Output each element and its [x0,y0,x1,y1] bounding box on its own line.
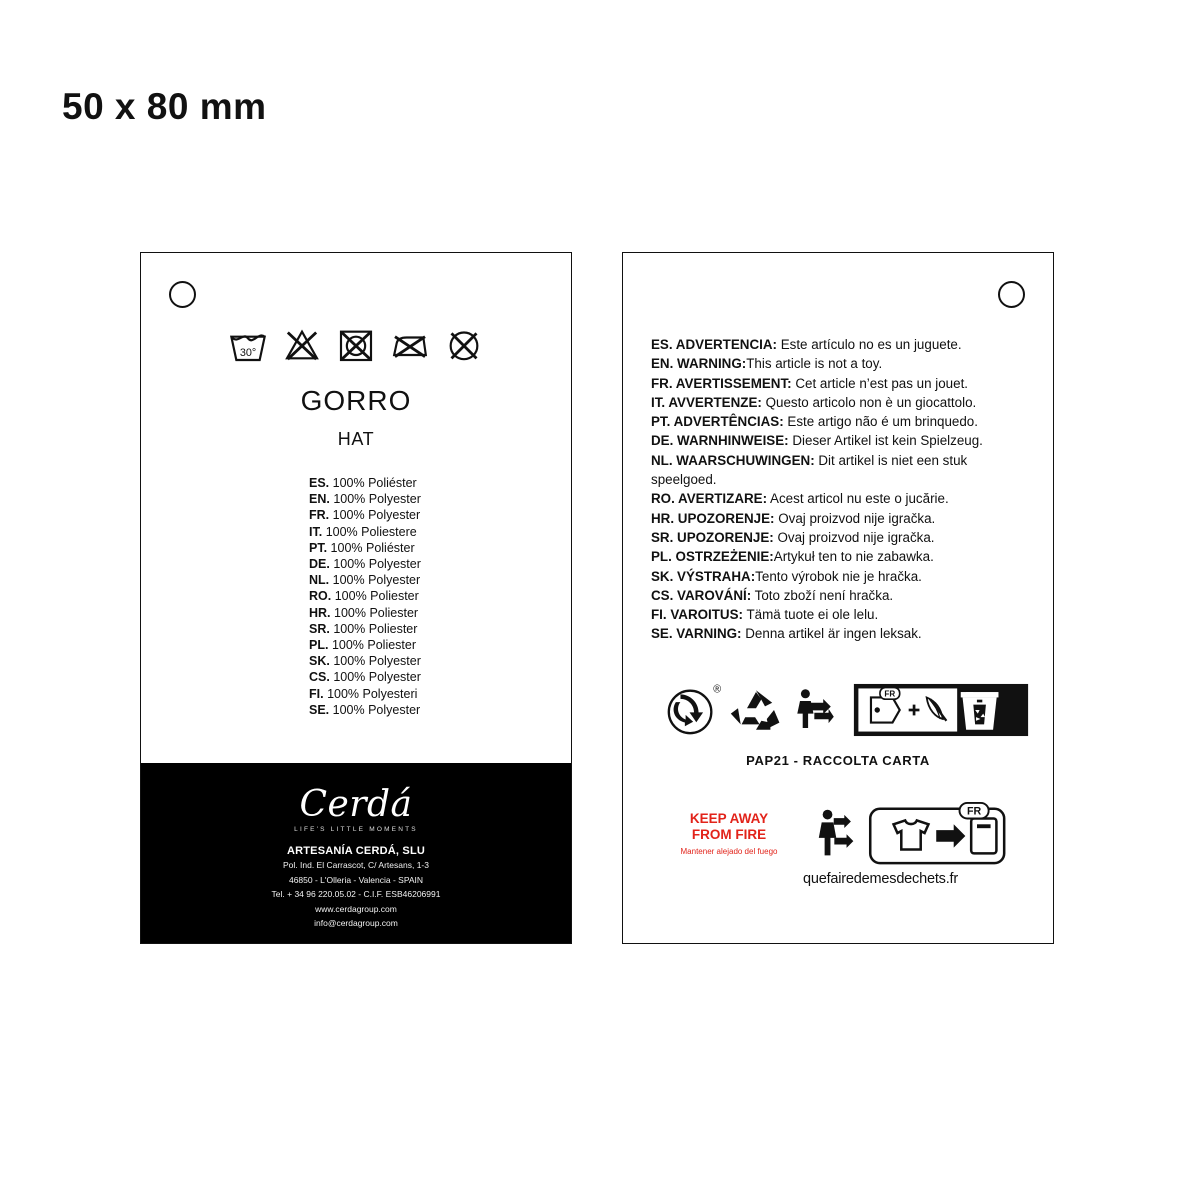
warning-text: This article is not a toy. [746,356,883,372]
warning-text: Toto zboží není hračka. [751,587,894,603]
recycling-icons-row [663,681,1029,739]
keep-away-from-fire-block [669,811,789,856]
composition-value: 100% Polyester [332,508,421,523]
warning-text: Ovaj proizvod nije igračka. [774,510,936,526]
care-symbols-row [141,325,571,365]
warning-text: Questo articolo non è un giocattolo. [761,394,977,410]
triman-textile-bin-icon [813,801,1009,867]
warning-row [651,567,1029,586]
brand-website: www.cerdagroup.com [315,903,397,914]
composition-lang: PL. [309,638,329,653]
composition-lang: IT. [309,524,323,539]
brand-address-line-3: Tel. + 34 96 220.05.02 - C.I.F. ESB46206991 [271,889,441,899]
composition-value: 100% Poliester [334,589,419,604]
composition-row [309,653,571,669]
composition-value: 100% Polyester [333,557,421,572]
product-name-english: HAT [337,429,375,449]
composition-value: 100% Poliester [334,605,419,620]
composition-lang: RO. [309,589,332,604]
warning-lang: SK. VÝSTRAHA: [651,568,756,584]
warning-lang: FR. AVERTISSEMENT: [651,375,792,391]
triman-sorting-icon [791,683,845,737]
warnings-list [651,335,1029,644]
composition-row [309,669,571,685]
product-name: GORRO [300,385,412,416]
composition-value: 100% Poliester [331,638,417,653]
composition-list [141,475,571,718]
warning-text: Artykuł ten to nie zabawka. [773,549,934,565]
hang-tag-front [140,252,572,944]
composition-lang: DE. [309,557,330,572]
do-not-iron-icon [390,325,430,365]
warning-text: Ovaj proizvod nije igračka. [773,529,935,545]
warning-lang: DE. WARNHINWEISE: [651,433,789,449]
warning-lang: SR. UPOZORENJE: [651,529,774,545]
green-dot-icon [663,681,721,739]
brand-address-line-2: 46850 - L'Olleria - Valencia - SPAIN [288,874,424,885]
warning-row [651,354,1029,373]
svg-text:®: ® [713,683,721,696]
composition-lang: CS. [309,670,330,685]
warning-row [651,624,1029,643]
warning-lang: HR. UPOZORENJE: [651,510,775,526]
composition-value: 100% Polyester [333,492,421,507]
warning-row [651,451,1029,490]
keep-away-line-2: FROM FIRE [691,827,767,842]
hang-tag-back [622,252,1054,944]
composition-lang: SK. [309,654,330,669]
composition-value: 100% Polyester [332,573,421,588]
warning-lang: CS. VAROVÁNÍ: [651,587,752,603]
brand-footer [141,763,571,943]
warning-lang: EN. WARNING: [651,356,747,372]
punch-hole-icon [998,281,1025,308]
composition-value: 100% Poliestere [325,524,417,539]
keep-away-line-1: KEEP AWAY [689,811,769,826]
composition-row [309,686,571,702]
warning-text: Denna artikel är ingen leksak. [741,626,922,642]
brand-email: info@cerdagroup.com [314,918,398,928]
composition-row [309,475,571,491]
composition-value: 100% Polyesteri [327,686,418,701]
warning-lang: SE. VARNING: [651,626,742,642]
brand-company-name: ARTESANÍA CERDÁ, SLU [286,845,426,857]
warning-text: Tento výrobok nie je hračka. [755,568,922,584]
brand-logo: Cerdá [299,784,413,825]
warning-row [651,431,1029,450]
composition-row [309,637,571,653]
composition-row [309,588,571,604]
do-not-tumble-dry-icon [336,325,376,365]
warning-text: Acest articol nu este o jucărie. [767,491,949,507]
composition-row [309,605,571,621]
mobius-loop-recycle-icon [729,683,783,737]
disposal-url: quefairedemesdechets.fr [803,871,958,887]
warning-text: Tämä tuote ei ole lelu. [743,607,879,623]
warning-row [651,335,1029,354]
warning-row [651,605,1029,624]
composition-lang: EN. [309,492,330,507]
warning-lang: NL. WAARSCHUWINGEN: [651,452,815,468]
composition-lang: FI. [309,686,324,701]
composition-value: 100% Polyester [333,654,421,669]
composition-lang: HR. [309,605,331,620]
warning-lang: PL. OSTRZEŻENIE: [651,549,774,565]
page-title: 50 x 80 mm [62,86,267,127]
composition-lang: PT. [309,540,328,555]
warning-text: Este artículo no es un juguete. [776,337,962,352]
warning-text: Este artigo não é um brinquedo. [783,414,978,430]
punch-hole-icon [169,281,196,308]
warning-row [651,489,1029,508]
composition-value: 100% Polyester [332,702,421,717]
composition-row [309,540,571,556]
composition-lang: NL. [309,573,330,588]
composition-value: 100% Poliéster [330,540,415,555]
composition-value: 100% Poliester [333,621,418,636]
do-not-dry-clean-icon [444,325,484,365]
brand-address-line-1: Pol. Ind. El Carrascot, C/ Artesans, 1-3 [283,860,429,870]
composition-row [309,572,571,588]
composition-lang: FR. [309,508,330,523]
warning-row [651,586,1029,605]
warning-row [651,374,1029,393]
composition-row [309,702,571,718]
warning-text: Dieser Artikel ist kein Spielzeug. [788,433,983,449]
warning-lang: FI. VAROITUS: [651,607,743,623]
brand-tagline: LIFE'S LITTLE MOMENTS [294,826,418,833]
warning-text: Cet article n’est pas un jouet. [791,375,969,391]
composition-row [309,621,571,637]
composition-lang: SE. [309,702,330,717]
fr-badge-label: FR [966,805,982,818]
warning-lang: PT. ADVERTÊNCIAS: [651,414,784,430]
do-not-bleach-icon [282,325,322,365]
warning-lang: RO. AVERTIZARE: [651,491,768,507]
svg-text:FR: FR [884,689,896,699]
fr-tag-plus-utensil-bin-icon [853,683,1029,737]
pap-label: PAP21 - RACCOLTA CARTA [746,753,930,768]
composition-row [309,507,571,523]
composition-row [309,491,571,507]
composition-value: 100% Polyester [333,670,421,685]
composition-lang: ES. [309,476,330,490]
warning-row [651,509,1029,528]
wash-30-icon [228,325,268,365]
warning-text: Dit artikel is niet een stuk speelgoed. [651,452,968,488]
warning-lang: ES. ADVERTENCIA: [651,337,777,352]
warning-row [651,547,1029,566]
textile-disposal-icon-group [813,801,1009,872]
svg-text:30°: 30° [239,346,257,359]
composition-row [309,524,571,540]
composition-lang: SR. [309,621,330,636]
composition-value: 100% Poliéster [332,476,417,490]
composition-row [309,556,571,572]
keep-away-line-3: Mantener alejado del fuego [680,847,778,856]
warning-lang: IT. AVVERTENZE: [651,394,762,410]
warning-row [651,528,1029,547]
warning-row [651,393,1029,412]
warning-row [651,412,1029,431]
